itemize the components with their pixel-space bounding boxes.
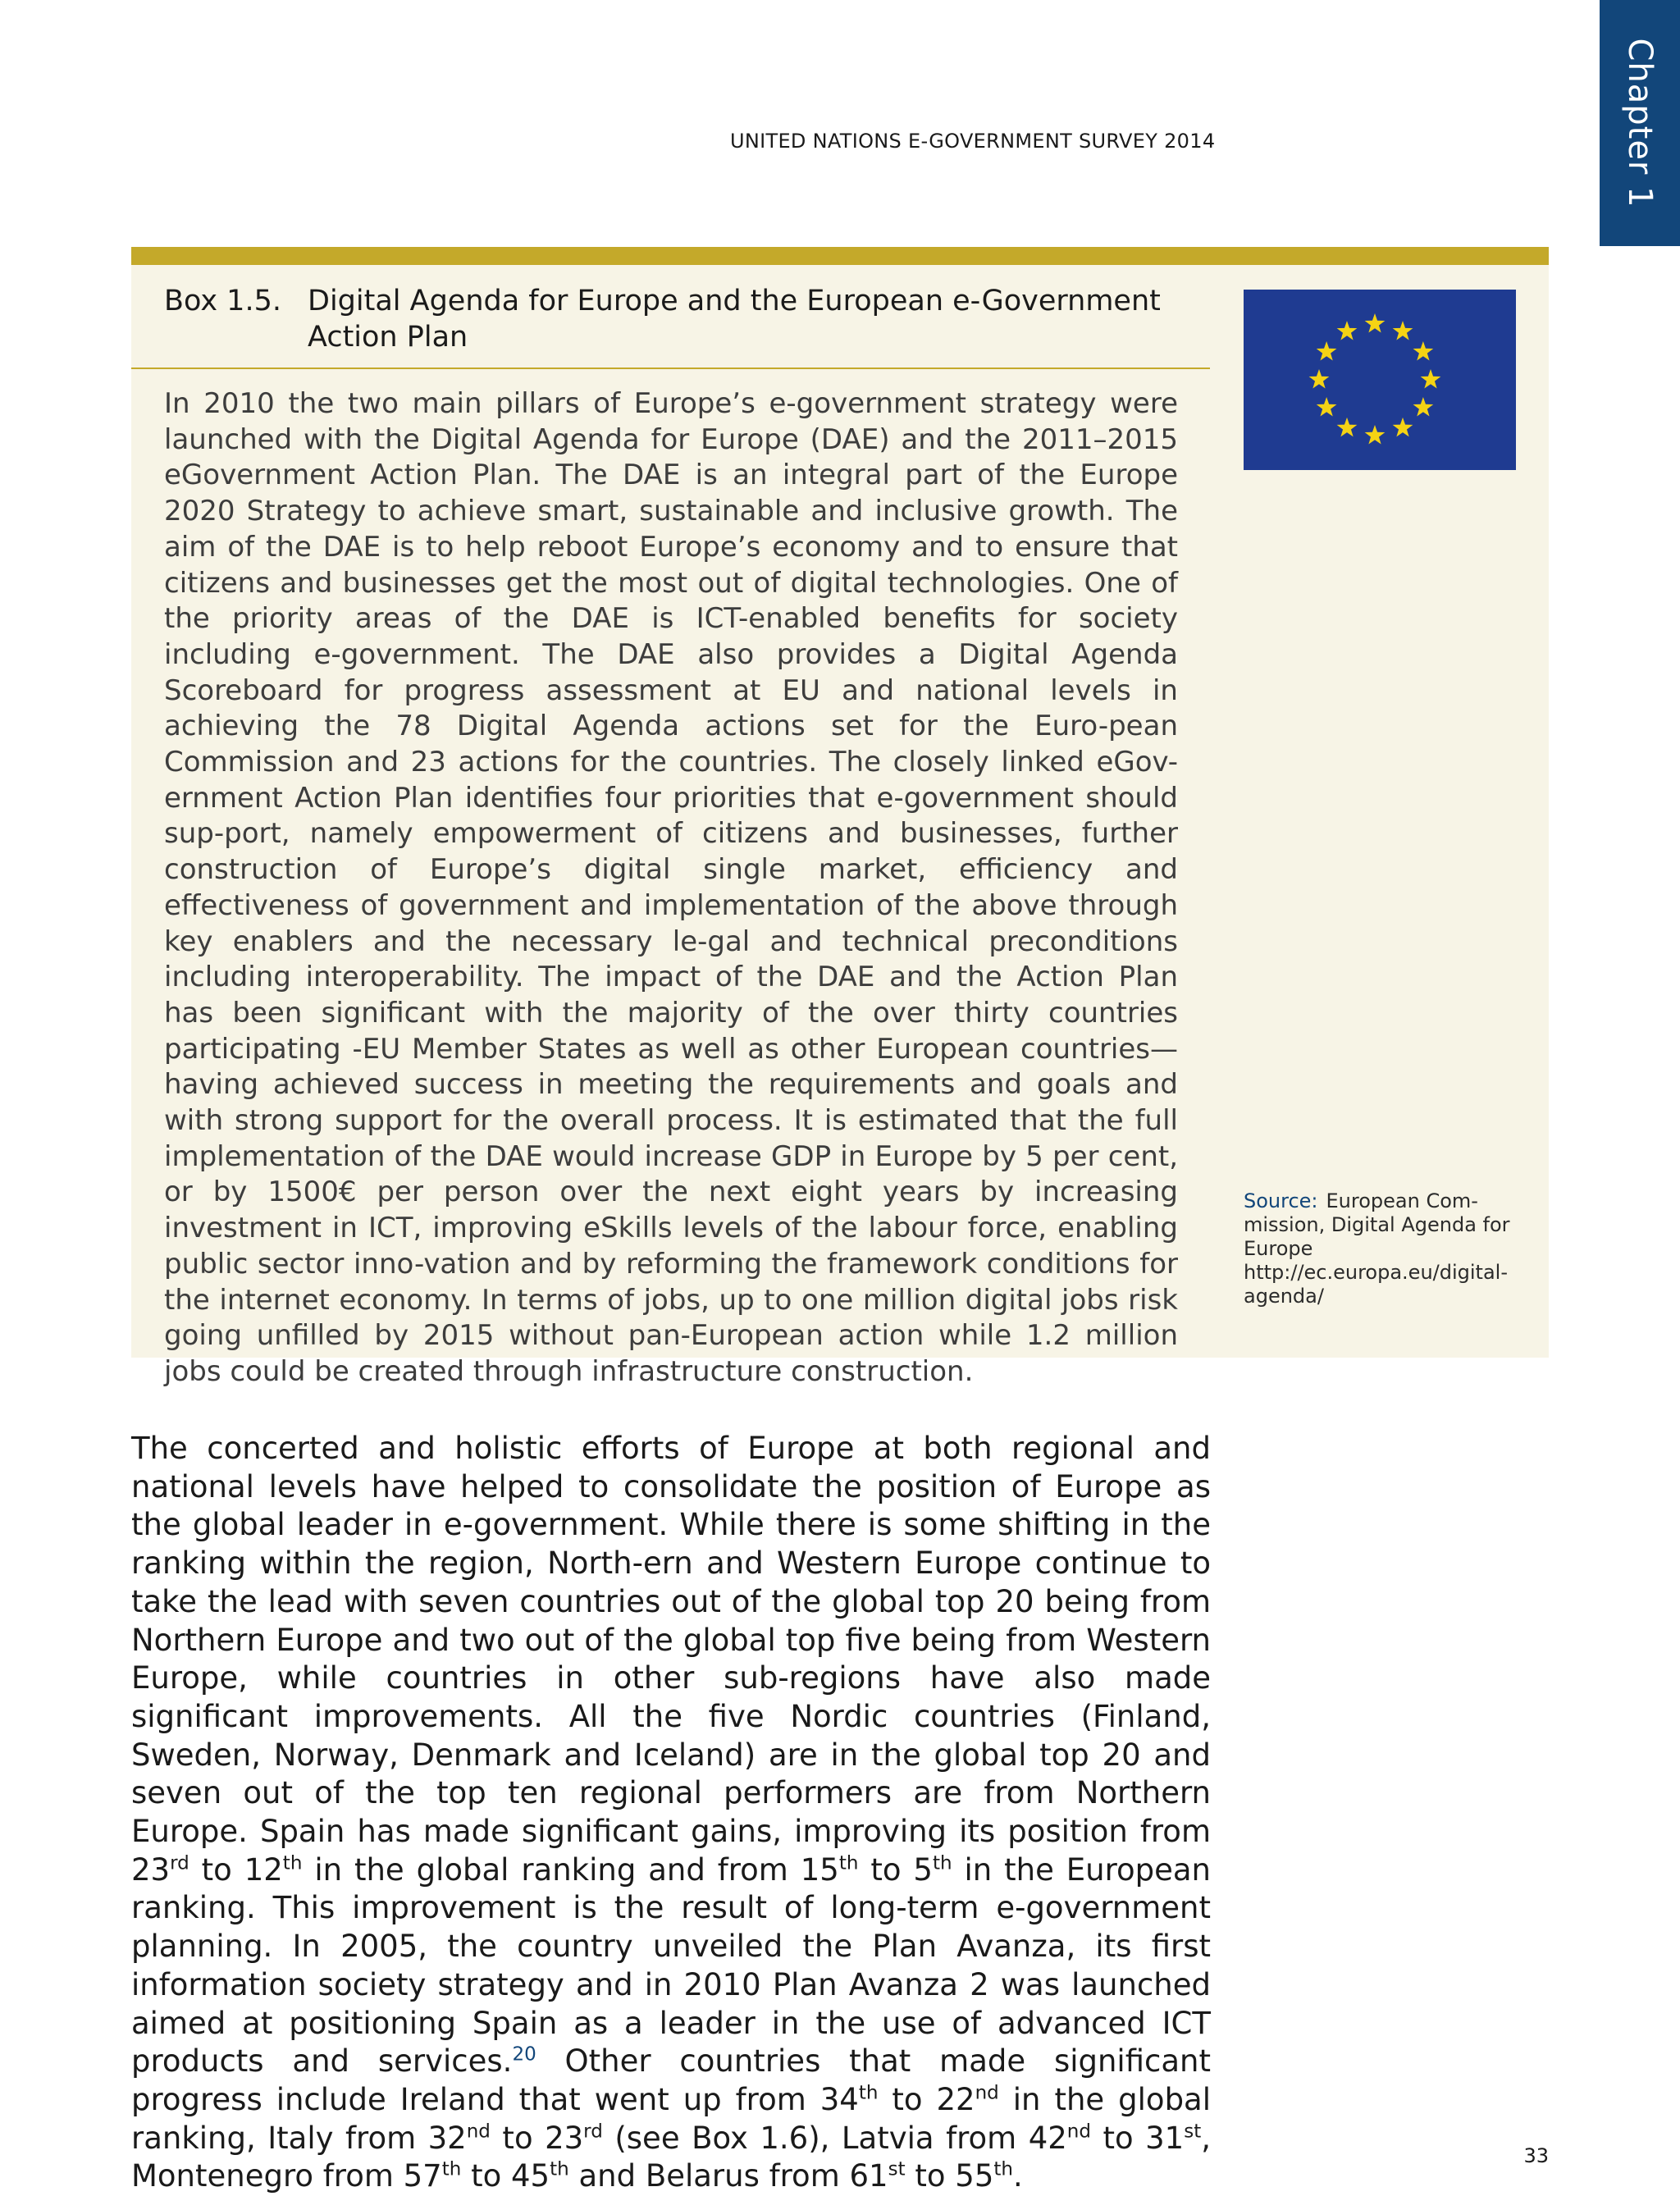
ordinal-superscript: st: [888, 2159, 906, 2181]
box-number: Box 1.5.: [164, 285, 281, 317]
ordinal-superscript: rd: [170, 1852, 189, 1874]
footnote-ref-link[interactable]: 20: [512, 2043, 536, 2066]
ordinal-superscript: th: [993, 2159, 1013, 2181]
ordinal-superscript: nd: [466, 2121, 491, 2143]
ordinal-superscript: st: [1184, 2121, 1202, 2143]
source-url-link[interactable]: http://ec.europa.eu/digital-agenda/: [1244, 1261, 1508, 1308]
info-box: [131, 265, 1549, 1388]
paragraph-text-run: to 22: [878, 2081, 975, 2117]
paragraph-text-run: and Belarus from 61: [568, 2158, 888, 2194]
eu-flag-image: [1244, 290, 1516, 470]
paragraph-text-run: The concerted and holistic efforts of Europe at both regional and national levels have helped to consolidate the position of Europe as the global leader in e-government. While there is some shifting in the ranking within the region, North-ern and Western Europe continue to take the lead with seven countries out of the global top 20 being from Northern Europe and two out of the global top five being from Western Europe, while countries in other sub-regions have also made significant improvements. All the five Nordic countries (Finland, Sweden, Norway, Denmark and Iceland) are in the global top 20 and seven out of the top ten regional performers are from Northern Europe. Spain has made significant gains, improving its position from 23: [131, 1431, 1211, 1888]
running-header: UNITED NATIONS E-GOVERNMENT SURVEY 2014: [730, 130, 1216, 153]
ordinal-superscript: th: [550, 2159, 569, 2181]
chapter-tab[interactable]: [1600, 0, 1680, 246]
paragraph-text-run: to 31: [1090, 2120, 1185, 2156]
box-title-text: Digital Agenda for Europe and the European e-Government Action Plan: [308, 285, 1161, 354]
chapter-tab-label: Chapter 1: [1621, 38, 1659, 208]
source-text: European Com-mission, Digital Agenda for Europe: [1244, 1189, 1510, 1260]
ordinal-superscript: th: [858, 2082, 879, 2104]
paragraph-text-run: to 12: [189, 1851, 283, 1888]
source-label: Source:: [1244, 1189, 1318, 1212]
paragraph-text-run: to 45: [461, 2158, 550, 2194]
paragraph-text-run: to 5: [858, 1851, 933, 1888]
ordinal-superscript: th: [282, 1852, 303, 1874]
paragraph-text-run: .: [1012, 2158, 1023, 2194]
paragraph-text-run: in the global ranking, Italy from 32: [131, 2081, 1212, 2156]
image-source-credit: [1244, 1189, 1522, 1308]
paragraph-text-run: to 55: [905, 2158, 994, 2194]
paragraph-text-run: in the European ranking. This improvement is the result of long-term e-government planning. In 2005, the country unveiled the Plan Avanza, its first information society strategy and in 2010 Plan Avanza 2 was launched aimed at positioning Spain as a leader in the use of advanced ICT products and services.: [131, 1851, 1211, 2080]
paragraph-text-run: , Montenegro from 57: [131, 2120, 1211, 2194]
ordinal-superscript: th: [932, 1852, 952, 1874]
box-title-divider: [131, 368, 1210, 369]
paragraph-text-run: in the global ranking and from 15: [302, 1851, 839, 1888]
ordinal-superscript: rd: [583, 2121, 603, 2143]
ordinal-superscript: nd: [1066, 2121, 1091, 2143]
box-top-bar: [131, 247, 1549, 265]
box-body-text: In 2010 the two main pillars of Europe’s e-government strategy were launched with the Digital Agenda for Europe (DAE) and the 2011–2015 eGovernment Action Plan. The DAE is an integral part of the Europe 2020 Strategy to achieve smart, sustainable and inclusive growth. The aim of the DAE is to help reboot Europe’s economy and to ensure that citizens and businesses get the most out of digital technologies. One of the priority areas of the DAE is ICT-enabled benefits for society including e-government. The DAE also provides a Digital Agenda Scoreboard for progress assessment at EU and national levels in achieving the 78 Digital Agenda actions set for the Euro-pean Commission and 23 actions for the countries. The closely linked eGov-ernment Action Plan identifies four priorities that e-government should sup-port, namely empowerment of citizens and businesses, further construction of Europe’s digital single market, efficiency and effectiveness of government and implementation of the above through key enablers and the necessary le-gal and technical preconditions including interoperability. The impact of the DAE and the Action Plan has been significant with the majority of the over thirty countries participating -EU Member States as well as other European countries—having achieved success in meeting the requirements and goals and with strong support for the overall process. It is estimated that the full implementation of the DAE would increase GDP in Europe by 5 per cent, or by 1500€ per person over the next eight years by increasing investment in ICT, improving eSkills levels of the labour force, enabling public sector inno-vation and by reforming the framework conditions for the internet economy. In terms of jobs, up to one million digital jobs risk going unfilled by 2015 without pan-European action while 1.2 million jobs could be created through infrastructure construction.: [164, 387, 1178, 1388]
paragraph-text-run: Other countries that made significant progress include Ireland that went up from 34: [131, 2043, 1211, 2117]
main-paragraph: [131, 1430, 1211, 2196]
page-number: 33: [1523, 2144, 1549, 2167]
ordinal-superscript: nd: [975, 2082, 999, 2104]
ordinal-superscript: th: [838, 1852, 859, 1874]
paragraph-text-run: (see Box 1.6), Latvia from 42: [602, 2120, 1067, 2156]
paragraph-text-run: to 23: [490, 2120, 584, 2156]
ordinal-superscript: th: [441, 2159, 462, 2181]
